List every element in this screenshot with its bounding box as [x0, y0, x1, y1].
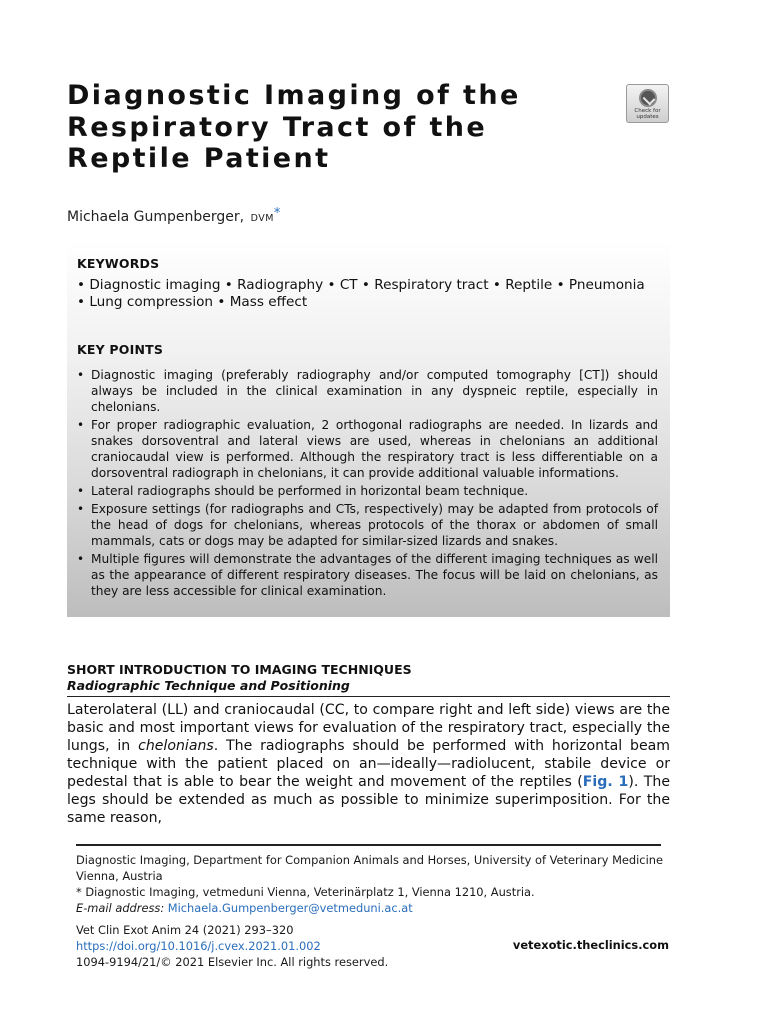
email-label: E-mail address: [76, 901, 165, 915]
author-name: Michaela Gumpenberger, [67, 209, 245, 225]
corresponding-address: * Diagnostic Imaging, vetmeduni Vienna, Veterinärplatz 1, Vienna 1210, Austria. [76, 885, 535, 899]
doi-link[interactable]: https://doi.org/10.1016/j.cvex.2021.01.002 [76, 939, 321, 953]
keywords-heading: KEYWORDS [77, 256, 160, 271]
title-line: Diagnostic Imaging of the [67, 80, 521, 111]
check-updates-icon [639, 89, 657, 107]
section-divider [67, 696, 670, 697]
title-line: Reptile Patient [67, 143, 331, 174]
para-italic: chelonians [138, 738, 214, 754]
para-text: . The radiographs should be performed with horizontal beam technique with the patient placed on an—ideally—radiolucent, stabile device or pedestal that is able to bear the weight and movement of the reptiles ( [67, 738, 670, 790]
section-heading: SHORT INTRODUCTION TO IMAGING TECHNIQUES [67, 662, 412, 677]
affiliation-block [76, 852, 676, 916]
email-line [76, 900, 676, 916]
title-line: Respiratory Tract of the [67, 111, 488, 143]
footer-divider [76, 844, 661, 846]
subsection-heading: Radiographic Technique and Positioning [67, 678, 350, 693]
key-point-item: • Exposure settings (for radiographs and CTs, respectively) may be adapted from protocols of the head of dogs for chelonians, whereas protocols of the thorax or abdomen of small mammals, cats or dogs may be adapted for similar-sized lizards and snakes. [77, 502, 658, 550]
figure-link[interactable]: Fig. 1 [582, 774, 629, 790]
body-paragraph [67, 701, 670, 827]
journal-citation: Vet Clin Exot Anim 24 (2021) 293–320 [76, 923, 294, 937]
badge-text [627, 108, 668, 120]
journal-website[interactable]: vetexotic.theclinics.com [512, 938, 669, 952]
author-footnote-mark[interactable]: * [273, 206, 281, 221]
affiliation-text: Diagnostic Imaging, Department for Companion Animals and Horses, University of Veterinary Medicine Vienna, Austria [76, 853, 663, 883]
key-point-item: • Diagnostic imaging (preferably radiography and/or computed tomography [CT]) should always be included in the clinical examination in any dyspneic reptile, especially in chelonians. [77, 368, 658, 416]
copyright-line: 1094-9194/21/© 2021 Elsevier Inc. All rights reserved. [76, 955, 389, 969]
keywords-line: • Diagnostic imaging • Radiography • CT • Respiratory tract • Reptile • Pneumonia [77, 277, 645, 293]
para-text: Laterolateral (LL) and craniocaudal (CC, to compare right and left side) views are the basic and most important views for evaluation of the respiratory tract, especially the lungs, in [67, 702, 670, 754]
key-points-heading: KEY POINTS [77, 342, 164, 357]
email-link[interactable]: Michaela.Gumpenberger@vetmeduni.ac.at [167, 901, 413, 915]
abstract-box [67, 240, 670, 617]
author-line [67, 206, 280, 225]
badge-line: updates [636, 114, 659, 120]
check-for-updates-badge[interactable] [626, 84, 669, 123]
badge-line: Check for [634, 108, 661, 114]
keywords-line: • Lung compression • Mass effect [77, 294, 308, 310]
para-text: ). The legs should be extended as much as possible to minimize superimposition. For the same reason, [67, 774, 670, 826]
key-point-item: • Lateral radiographs should be performed in horizontal beam technique. [77, 484, 658, 500]
key-point-item: • Multiple figures will demonstrate the advantages of the different imaging techniques as well as the appearance of different respiratory diseases. The focus will be laid on chelonians, as they are less accessible for clinical examination. [77, 552, 658, 600]
article-title [67, 80, 587, 175]
author-degree: DVM [250, 213, 274, 224]
key-point-item: • For proper radiographic evaluation, 2 orthogonal radiographs are needed. In lizards and snakes dorsoventral and lateral views are used, whereas in chelonians an additional craniocaudal view is performed. Although the respiratory tract is less differentiable on a dorsoventral radiograph in chelonians, it can provide additional valuable informations. [77, 418, 658, 482]
keywords-list [77, 277, 663, 311]
key-points-list [77, 368, 658, 602]
